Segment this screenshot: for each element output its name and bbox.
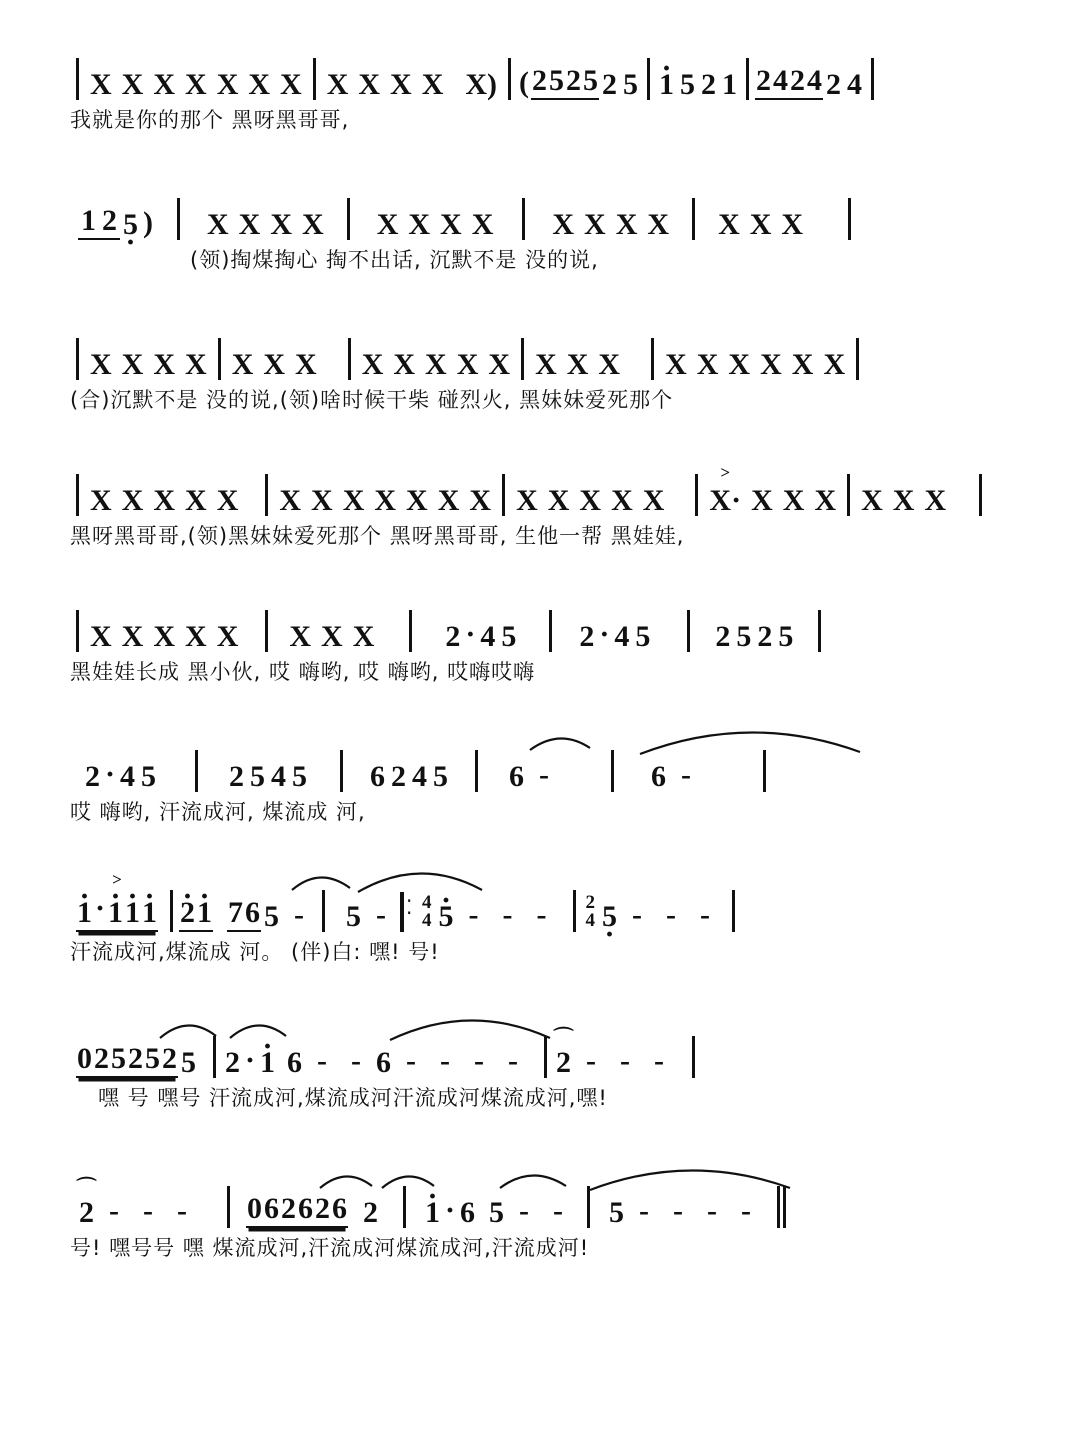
- staff-row-3: [70, 320, 1010, 384]
- duration-dash: -: [109, 1194, 119, 1227]
- beamed-group: [76, 1044, 178, 1078]
- note: 6: [264, 1192, 279, 1225]
- note-low: 5 ·: [120, 210, 141, 244]
- rhythm-x: X: [295, 348, 317, 381]
- lyric-row-1: [70, 104, 1010, 150]
- duration-dash: -: [351, 1044, 362, 1077]
- barline: [322, 890, 325, 932]
- final-barline: [777, 1186, 780, 1228]
- note: 4: [847, 68, 863, 101]
- barline: [746, 58, 749, 100]
- note: 2: [566, 64, 582, 97]
- note: 5: [489, 1196, 505, 1229]
- barline: [549, 610, 552, 652]
- rhythm-x: X): [465, 68, 498, 101]
- staff-row-6: [70, 732, 1010, 796]
- beamed-group-accent: [76, 892, 158, 932]
- note: 2: [391, 760, 407, 793]
- barline: [213, 1036, 216, 1078]
- rhythm-x: X: [121, 68, 144, 101]
- note: 2: [756, 64, 772, 97]
- barline: [177, 198, 180, 240]
- duration-dash: -: [673, 1194, 684, 1227]
- barline: [647, 58, 650, 100]
- rhythm-x: X: [216, 68, 239, 101]
- note: 5: [623, 68, 639, 101]
- note: 5: [583, 64, 599, 97]
- note-high: · 1: [257, 1048, 278, 1082]
- staff-row-5: [70, 592, 1010, 656]
- lyric-line: 黑呀黑哥哥,(领)黑妹妹爱死那个 黑呀黑哥哥, 生他一帮 黑娃娃,: [70, 524, 685, 548]
- barline: [348, 338, 351, 380]
- rhythm-x: X: [121, 348, 144, 381]
- note: 2: [826, 68, 842, 101]
- rhythm-x: X: [90, 348, 112, 381]
- duration-dash: -: [741, 1194, 752, 1227]
- rhythm-x: X: [231, 348, 254, 381]
- note: 4: [773, 64, 789, 97]
- rhythm-x: X: [393, 348, 416, 381]
- rhythm-x: X: [425, 348, 447, 381]
- note-high: · > 1: [76, 898, 93, 930]
- lyric-line: 哎 嗨哟, 汗流成河, 煤流成 河,: [70, 800, 366, 824]
- barline: [651, 338, 654, 380]
- note: 2: [102, 204, 117, 237]
- note: 5: [680, 68, 696, 101]
- note: 2: [229, 760, 245, 793]
- rhythm-x: X: [185, 620, 207, 653]
- duration-dash: -: [639, 1194, 650, 1227]
- rhythm-x: X: [751, 484, 773, 517]
- rhythm-x: X: [361, 348, 384, 381]
- note: 6: [376, 1046, 392, 1079]
- note: 5: [609, 1196, 625, 1229]
- staff-row-8: [70, 1018, 1010, 1082]
- system-8: [70, 1018, 1010, 1128]
- note: 2: [162, 1042, 177, 1075]
- rhythm-x: X: [238, 208, 261, 241]
- note: 4: [412, 760, 428, 793]
- barline: [170, 890, 173, 932]
- note: 2: [579, 620, 595, 653]
- note: 4: [807, 64, 823, 97]
- note: 6: [460, 1196, 476, 1229]
- duration-dash: -: [620, 1044, 631, 1077]
- barline: [265, 474, 268, 516]
- rhythm-x: X: [598, 348, 621, 381]
- barline: [76, 338, 79, 380]
- note: 5: [250, 760, 266, 793]
- barline: [313, 58, 316, 100]
- barline: [544, 1036, 547, 1078]
- duration-dash: -: [519, 1194, 530, 1227]
- system-5: [70, 592, 1010, 702]
- note: 4: [480, 620, 496, 653]
- staff-row-1: [70, 40, 1010, 104]
- note: 5: [141, 760, 157, 793]
- note: 2: [94, 1042, 109, 1075]
- note: 2: [701, 68, 717, 101]
- rhythm-x: X: [535, 348, 557, 381]
- beamed-group: [78, 206, 120, 240]
- rhythm-x: X: [552, 208, 575, 241]
- note: 5: [501, 620, 517, 653]
- rhythm-x: X: [216, 620, 239, 653]
- duration-dash: -: [474, 1044, 485, 1077]
- rhythm-x: X: [321, 620, 343, 653]
- note: 5: [778, 620, 794, 653]
- staff-row-4: [70, 456, 1010, 520]
- barline: [502, 474, 505, 516]
- note: 6: [287, 1046, 303, 1079]
- lyric-row-2: [70, 244, 1010, 290]
- barline: [475, 750, 478, 792]
- barline: [573, 890, 576, 932]
- rhythm-x: X: [302, 208, 324, 241]
- lyric-row-8: [70, 1082, 1010, 1128]
- rhythm-x: X: [207, 208, 229, 241]
- note: 4: [120, 760, 136, 793]
- rhythm-x: X: [390, 68, 412, 101]
- system-9: [70, 1168, 1010, 1278]
- rhythm-x: X: [823, 348, 846, 381]
- lyric-line: 汗流成河,煤流成 河。 (伴)白: 嘿! 号!: [70, 940, 440, 964]
- rhythm-x: X: [406, 484, 428, 517]
- lyric-row-9: [70, 1232, 1010, 1278]
- rhythm-x: X: [358, 68, 381, 101]
- note-high: · 1: [141, 898, 158, 930]
- rhythm-x: X: [153, 348, 176, 381]
- repeat-sign: [400, 892, 410, 932]
- duration-dash: -: [666, 898, 677, 931]
- barline: [848, 198, 851, 240]
- note: 2: [225, 1046, 240, 1079]
- barline: [695, 474, 698, 516]
- rest: 0: [247, 1192, 262, 1225]
- note-high: · 5: [436, 902, 457, 936]
- barline: [521, 338, 524, 380]
- close-paren: ): [143, 206, 153, 239]
- note: 5: [549, 64, 565, 97]
- lyric-line: 黑娃娃长成 黑小伙, 哎 嗨哟, 哎 嗨哟, 哎嗨哎嗨: [70, 660, 536, 684]
- rhythm-x: X: [647, 208, 670, 241]
- lyric-line: (领)掏煤掏心 掏不出话, 沉默不是 没的说,: [190, 248, 599, 272]
- note: 5: [292, 760, 308, 793]
- lyric-row-4: [70, 520, 1010, 566]
- rhythm-x: X: [185, 348, 207, 381]
- duration-dash: -: [508, 1044, 519, 1077]
- rhythm-x: X: [566, 348, 589, 381]
- rhythm-x: X: [749, 208, 772, 241]
- rhythm-x: X: [352, 620, 375, 653]
- system-7: [70, 872, 1010, 982]
- duration-dash: -: [553, 1194, 564, 1227]
- note: 6: [370, 760, 386, 793]
- rhythm-x: X: [121, 484, 144, 517]
- rhythm-x: X: [263, 348, 286, 381]
- rhythm-x: X: [924, 484, 947, 517]
- note: 2: [602, 68, 618, 101]
- rhythm-x-accent: > X·: [704, 486, 746, 520]
- rhythm-x: X: [408, 208, 431, 241]
- rhythm-x: X: [579, 484, 602, 517]
- barline: [227, 1186, 230, 1228]
- rhythm-x: X: [782, 484, 805, 517]
- dot-duration: ·: [105, 758, 116, 791]
- duration-dash: -: [536, 898, 547, 931]
- barline: [763, 750, 766, 792]
- note: 7: [228, 896, 244, 929]
- system-1: [70, 40, 1010, 150]
- duration-dash: -: [376, 898, 387, 931]
- barline: [732, 890, 735, 932]
- rhythm-x: X: [326, 68, 349, 101]
- rest: 0: [77, 1042, 92, 1075]
- duration-dash: -: [700, 898, 711, 931]
- staff-row-2: [70, 180, 1010, 244]
- system-6: [70, 732, 1010, 842]
- time-signature: 4 4: [422, 891, 432, 931]
- barline: [587, 1186, 590, 1228]
- barline: [403, 1186, 406, 1228]
- duration-dash: -: [143, 1194, 153, 1227]
- rhythm-x: X: [642, 484, 665, 517]
- rhythm-x: X: [90, 68, 112, 101]
- beamed-group: [227, 898, 261, 932]
- rhythm-x: X: [342, 484, 365, 517]
- lyric-row-6: [70, 796, 1010, 842]
- rhythm-x: X: [374, 484, 397, 517]
- barline: [347, 198, 350, 240]
- system-4: [70, 456, 1010, 566]
- duration-dash: -: [406, 1044, 417, 1077]
- rhythm-x: X: [440, 208, 462, 241]
- dot-duration: ·: [245, 1044, 256, 1077]
- note: 4: [271, 760, 287, 793]
- beamed-group: [246, 1194, 348, 1228]
- lyric-row-3: [70, 384, 1010, 430]
- note: 2: [715, 620, 731, 653]
- beamed-group: [755, 66, 823, 100]
- note: 5: [635, 620, 651, 653]
- barline: [340, 750, 343, 792]
- lyric-line: 我就是你的那个 黑呀黑哥哥,: [70, 108, 350, 132]
- note-fermata: ⌒ 2: [553, 1048, 574, 1082]
- barline: [76, 474, 79, 516]
- note: 1: [722, 68, 738, 101]
- note: 2: [532, 64, 548, 97]
- staff-row-9: [70, 1168, 1010, 1232]
- note: 5: [181, 1046, 196, 1079]
- duration-dash: -: [502, 898, 513, 931]
- rhythm-x: X: [216, 484, 239, 517]
- rhythm-x: X: [781, 208, 804, 241]
- rhythm-x: X: [665, 348, 687, 381]
- rhythm-x: X: [270, 208, 293, 241]
- rhythm-x: X: [153, 484, 176, 517]
- rhythm-x: X: [760, 348, 782, 381]
- staff-row-7: [70, 872, 1010, 936]
- note: 2: [281, 1192, 296, 1225]
- note: 5: [736, 620, 752, 653]
- duration-dash: -: [586, 1044, 597, 1077]
- note: 6: [651, 760, 667, 793]
- rhythm-x: X: [289, 620, 312, 653]
- rhythm-x: X: [471, 208, 494, 241]
- note: 5: [264, 900, 280, 933]
- rhythm-x: X: [584, 208, 606, 241]
- duration-dash: -: [539, 758, 550, 791]
- system-2: [70, 180, 1010, 290]
- rhythm-x: X: [311, 484, 333, 517]
- note: 6: [245, 896, 261, 929]
- barline: [687, 610, 690, 652]
- note: 2: [757, 620, 773, 653]
- barline: [522, 198, 525, 240]
- note: 5: [145, 1042, 160, 1075]
- rhythm-x: X: [611, 484, 633, 517]
- rhythm-x: X: [861, 484, 883, 517]
- note: 6: [332, 1192, 347, 1225]
- duration-dash: -: [707, 1194, 718, 1227]
- rhythm-x: X: [376, 208, 399, 241]
- rhythm-x: X: [469, 484, 492, 517]
- note-low: 5 ·: [599, 902, 620, 936]
- barline: [76, 58, 79, 100]
- note: 2: [363, 1196, 378, 1229]
- barline: [818, 610, 821, 652]
- rhythm-x: X: [488, 348, 511, 381]
- rhythm-x: X: [185, 484, 207, 517]
- open-paren: (: [519, 66, 530, 99]
- dot-duration: ·: [465, 618, 476, 651]
- duration-dash: -: [654, 1044, 665, 1077]
- rhythm-x: X: [437, 484, 460, 517]
- note: 2: [445, 620, 461, 653]
- duration-dash: -: [440, 1044, 451, 1077]
- note-fermata: ⌒ 2: [76, 1198, 97, 1232]
- note: 4: [614, 620, 630, 653]
- duration-dash: -: [468, 898, 479, 931]
- barline: [508, 58, 511, 100]
- barline: [871, 58, 874, 100]
- lyric-line: 号! 嘿号号 嘿 煤流成河,汗流成河煤流成河,汗流成河!: [70, 1236, 590, 1260]
- system-3: [70, 320, 1010, 430]
- dot-duration: ·: [445, 1194, 456, 1227]
- barline: [76, 610, 79, 652]
- note-high: · 1: [422, 1198, 443, 1232]
- rhythm-x: X: [280, 68, 302, 101]
- rhythm-x: X: [185, 68, 207, 101]
- note: 2: [85, 760, 100, 793]
- barline: [847, 474, 850, 516]
- time-signature: 2 4: [585, 891, 596, 931]
- note: 1: [81, 204, 96, 237]
- beamed-group: [531, 66, 599, 100]
- barline: [195, 750, 198, 792]
- rhythm-x: X: [892, 484, 915, 517]
- duration-dash: -: [632, 898, 643, 931]
- note: 5: [111, 1042, 126, 1075]
- note: 2: [790, 64, 806, 97]
- rhythm-x: X: [718, 208, 740, 241]
- rhythm-x: X: [248, 68, 271, 101]
- note: 6: [509, 760, 525, 793]
- note: 2: [315, 1192, 330, 1225]
- barline: [979, 474, 982, 516]
- rhythm-x: X: [728, 348, 751, 381]
- lyric-line: (合)沉默不是 没的说,(领)啥时候干柴 碰烈火, 黑妹妹爱死那个: [70, 388, 674, 412]
- rhythm-x: X: [791, 348, 814, 381]
- dot-duration: ·: [599, 618, 610, 651]
- rhythm-x: X: [516, 484, 538, 517]
- rhythm-x: X: [90, 620, 112, 653]
- rhythm-x: X: [456, 348, 479, 381]
- lyric-line: 嘿 号 嘿号 汗流成河,煤流成河汗流成河煤流成河,嘿!: [98, 1086, 608, 1110]
- note-high: · 1: [124, 898, 141, 930]
- barline: [611, 750, 614, 792]
- note: 6: [298, 1192, 313, 1225]
- duration-dash: -: [317, 1044, 328, 1077]
- rhythm-x: X: [615, 208, 638, 241]
- note-high: · 1: [107, 898, 124, 930]
- note-high: · 2: [179, 898, 196, 930]
- rhythm-x: X: [121, 620, 144, 653]
- rhythm-x: X: [421, 68, 444, 101]
- barline: [218, 338, 221, 380]
- note-high: · 1: [656, 70, 677, 104]
- dot-duration: ·: [95, 892, 106, 925]
- barline: [265, 610, 268, 652]
- lyric-row-5: [70, 656, 1010, 702]
- rhythm-x: X: [547, 484, 570, 517]
- barline: [692, 1036, 695, 1078]
- duration-dash: -: [294, 898, 305, 931]
- barline: [692, 198, 695, 240]
- note: 2: [128, 1042, 143, 1075]
- note: 5: [346, 900, 362, 933]
- note-high: · 1: [196, 898, 213, 930]
- barline: [409, 610, 412, 652]
- rhythm-x: X: [90, 484, 112, 517]
- lyric-row-7: [70, 936, 1010, 982]
- rhythm-x: X: [153, 620, 176, 653]
- rhythm-x: X: [814, 484, 837, 517]
- duration-dash: -: [177, 1194, 187, 1227]
- note: 5: [433, 760, 449, 793]
- duration-dash: -: [681, 758, 692, 791]
- rhythm-x: X: [279, 484, 302, 517]
- barline: [856, 338, 859, 380]
- rhythm-x: X: [153, 68, 176, 101]
- beamed-group: [179, 898, 213, 932]
- rhythm-x: X: [696, 348, 719, 381]
